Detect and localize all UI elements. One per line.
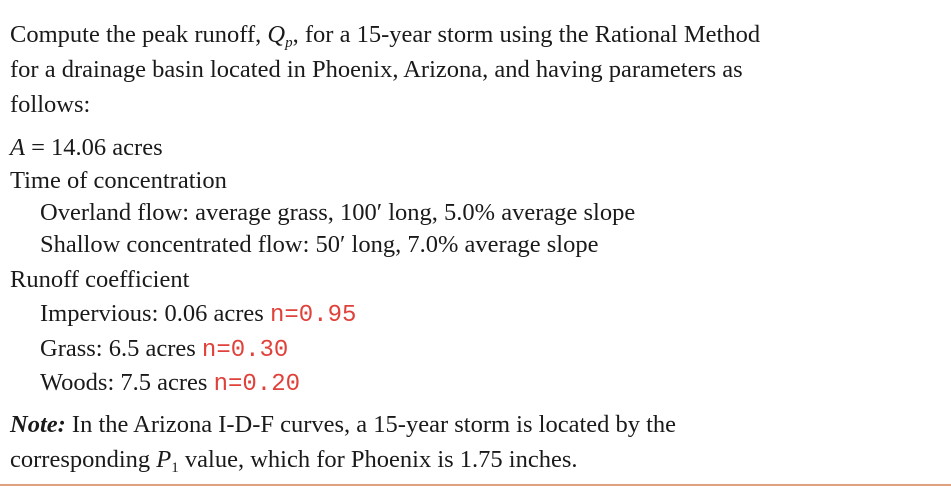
impervious-line: [40, 299, 356, 331]
q-subscript: p: [285, 35, 293, 51]
note-label: Note:: [10, 411, 66, 438]
note-line-2: [10, 445, 578, 483]
intro-text-pre: Compute the peak runoff,: [10, 21, 268, 48]
woods-annotation: n=0.20: [213, 371, 300, 398]
area-value: = 14.06 acres: [24, 134, 163, 161]
note-line-1: [10, 410, 676, 440]
intro-line-1: [10, 20, 760, 58]
q-symbol: Q: [267, 21, 286, 48]
area-line: [10, 133, 163, 163]
note-text-2-pre: corresponding: [10, 446, 157, 473]
runoff-heading: Runoff coefficient: [10, 266, 190, 293]
overland-flow-line: Overland flow: average grass, 100′ long, 5.0% average slope: [40, 199, 636, 226]
bottom-divider: [0, 484, 951, 486]
woods-text: Woods: 7.5 acres: [40, 369, 208, 396]
grass-annotation: n=0.30: [201, 337, 289, 364]
intro-line-2: for a drainage basin located in Phoenix, Arizona, and having parameters as: [10, 56, 743, 83]
note-text-2-post: value, which for Phoenix is 1.75 inches.: [178, 446, 578, 473]
p-symbol: P: [156, 446, 172, 473]
shallow-flow-line: Shallow concentrated flow: 50′ long, 7.0% average slope: [40, 231, 599, 258]
impervious-text: Impervious: 0.06 acres: [40, 300, 264, 327]
grass-text: Grass: 6.5 acres: [40, 335, 196, 362]
grass-line: [40, 334, 288, 366]
area-variable: A: [10, 134, 25, 161]
woods-line: [40, 368, 300, 400]
intro-line-3: follows:: [10, 91, 91, 118]
intro-text-post: , for a 15-year storm using the Rational Method: [292, 21, 761, 48]
note-text-1: In the Arizona I-D-F curves, a 15-year storm is located by the: [65, 411, 677, 438]
p-subscript: 1: [171, 460, 179, 476]
impervious-annotation: n=0.95: [269, 302, 357, 329]
toc-heading: Time of concentration: [10, 167, 227, 194]
